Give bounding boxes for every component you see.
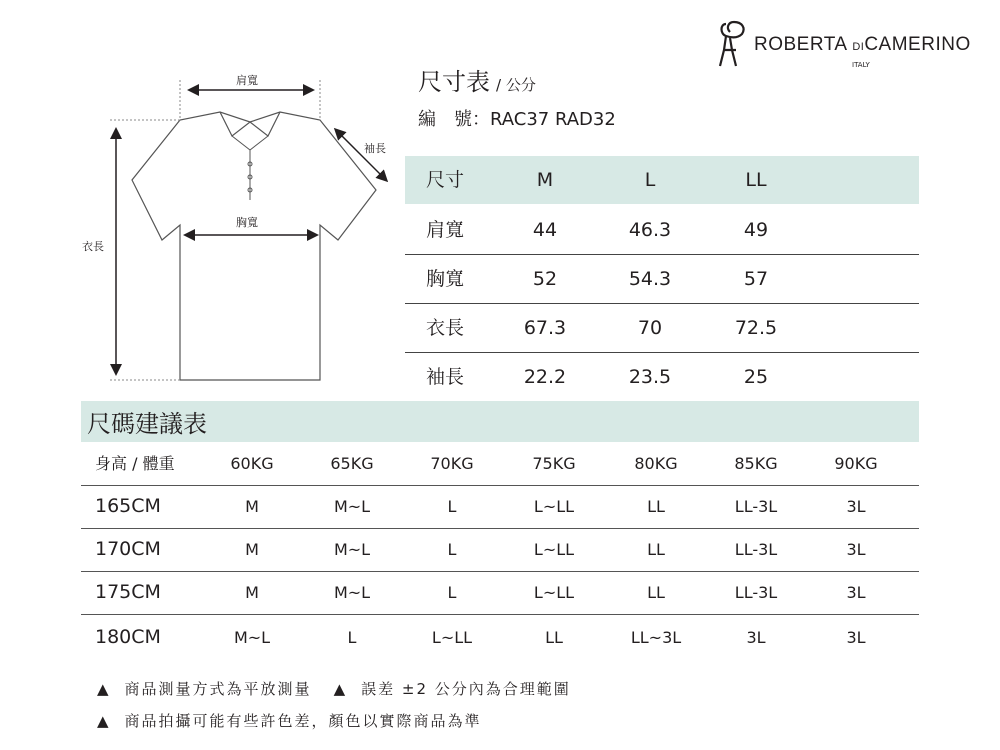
table-cell: 57	[743, 268, 769, 290]
header-cell: LL	[745, 169, 767, 191]
polo-shirt-icon	[80, 70, 410, 390]
size-chart-unit: / 公分	[496, 76, 536, 94]
header-cell: 90KG	[834, 454, 878, 473]
table-cell: LL	[647, 540, 665, 559]
row-label: 胸寬	[425, 268, 464, 290]
height-label: 170CM	[95, 538, 161, 560]
note-text: 誤差 ±2 公分內為合理範圍	[361, 680, 571, 698]
table-row	[405, 304, 919, 353]
note-text: 商品拍攝可能有些許色差，顏色以實際商品為準	[124, 712, 482, 730]
row-label: 袖長	[425, 366, 464, 388]
table-row	[81, 528, 919, 572]
table-cell: 3L	[846, 583, 866, 602]
recommendation-header-row	[81, 442, 919, 486]
note-line-2	[97, 710, 482, 731]
header-cell: 60KG	[230, 454, 274, 473]
table-cell: M	[245, 540, 259, 559]
brand-logo	[712, 20, 982, 75]
table-cell: M	[245, 497, 259, 516]
header-cell: 75KG	[532, 454, 576, 473]
table-cell: M~L	[333, 540, 371, 559]
table-row	[405, 255, 919, 304]
size-chart-title: 尺寸表 / 公分	[418, 68, 536, 96]
table-cell: 22.2	[523, 366, 567, 388]
table-cell: 3L	[846, 540, 866, 559]
shoulder-label: 肩寬	[236, 74, 258, 87]
table-row	[405, 206, 919, 255]
table-cell: LL-3L	[734, 583, 778, 602]
table-row	[81, 485, 919, 529]
table-cell: L	[347, 628, 357, 647]
table-cell: 3L	[846, 497, 866, 516]
header-cell: 尺寸	[425, 169, 464, 191]
header-cell: 85KG	[734, 454, 778, 473]
table-cell: LL-3L	[734, 540, 778, 559]
table-cell: L~LL	[533, 497, 575, 516]
header-cell: 65KG	[330, 454, 374, 473]
header-cell: 70KG	[430, 454, 474, 473]
size-table-header	[405, 156, 919, 204]
triangle-bullet-icon: ▲	[333, 680, 348, 698]
note-text: 商品測量方式為平放測量	[124, 680, 312, 698]
table-cell: M	[245, 583, 259, 602]
table-cell: LL	[647, 497, 665, 516]
table-cell: 54.3	[628, 268, 672, 290]
header-cell: L	[644, 169, 656, 191]
header-cell: M	[536, 169, 554, 191]
table-cell: L	[447, 497, 457, 516]
table-row	[405, 353, 919, 401]
table-cell: LL	[545, 628, 563, 647]
table-cell: M~L	[333, 583, 371, 602]
recommendation-title: 尺碼建議表	[87, 410, 207, 438]
table-cell: 25	[743, 366, 769, 388]
table-cell: LL-3L	[734, 497, 778, 516]
table-cell: LL~3L	[630, 628, 682, 647]
brand-name: ROBERTA DICAMERINO	[754, 34, 971, 55]
table-cell: L	[447, 540, 457, 559]
row-label: 肩寬	[425, 219, 464, 241]
item-number: 編 號：RAC37 RAD32	[418, 109, 616, 130]
height-label: 180CM	[95, 626, 161, 648]
row-label: 衣長	[425, 317, 464, 339]
brand-country: ITALY	[852, 61, 870, 69]
triangle-bullet-icon: ▲	[97, 712, 111, 730]
garment-diagram	[80, 70, 410, 390]
table-cell: 67.3	[523, 317, 567, 339]
height-label: 175CM	[95, 581, 161, 603]
table-row	[81, 571, 919, 615]
header-cell: 身高 / 體重	[95, 454, 175, 473]
table-cell: L	[447, 583, 457, 602]
table-cell: 44	[532, 219, 558, 241]
table-cell: 70	[637, 317, 663, 339]
chest-label: 胸寬	[236, 216, 258, 229]
table-cell: LL	[647, 583, 665, 602]
logo-emblem-icon	[716, 20, 750, 68]
note-line-1	[97, 678, 571, 699]
table-cell: L~LL	[431, 628, 473, 647]
table-cell: M~L	[233, 628, 271, 647]
table-cell: 3L	[746, 628, 766, 647]
table-cell: L~LL	[533, 540, 575, 559]
table-cell: 49	[743, 219, 769, 241]
table-row	[81, 616, 919, 659]
table-cell: 52	[532, 268, 558, 290]
table-cell: M~L	[333, 497, 371, 516]
table-cell: 23.5	[628, 366, 672, 388]
recommendation-title-bar	[81, 401, 919, 442]
table-cell: 72.5	[734, 317, 778, 339]
table-cell: 3L	[846, 628, 866, 647]
length-label: 衣長	[82, 240, 104, 253]
header-cell: 80KG	[634, 454, 678, 473]
sleeve-label: 袖長	[364, 142, 386, 155]
table-cell: L~LL	[533, 583, 575, 602]
triangle-bullet-icon: ▲	[97, 680, 111, 698]
height-label: 165CM	[95, 495, 161, 517]
table-cell: 46.3	[628, 219, 672, 241]
